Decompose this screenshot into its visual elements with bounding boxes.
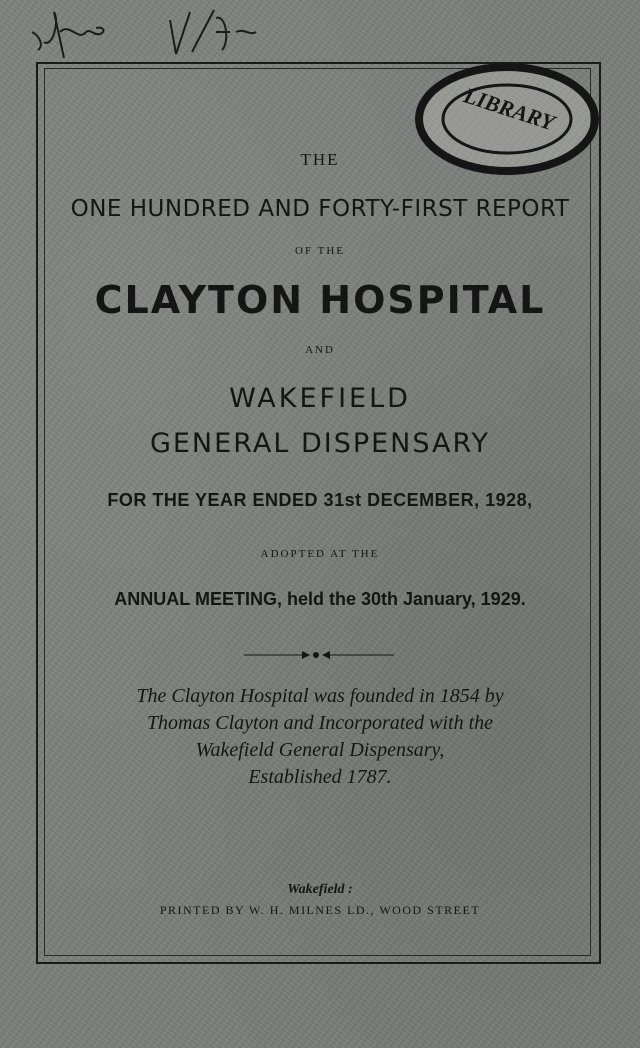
founding-note-line-3: Wakefield General Dispensary, [195,739,445,761]
founding-note-line-1: The Clayton Hospital was founded in 1854 by [136,685,504,707]
imprint-place: Wakefield : [287,882,353,897]
founding-note [0,683,640,791]
title-the: THE [300,150,340,169]
founding-note-line-2: Thomas Clayton and Incorporated with the [146,712,494,734]
report-ordinal-heading: ONE HUNDRED AND FORTY-FIRST REPORT [70,196,570,222]
printer-imprint: PRINTED BY W. H. MILNES LD., WOOD STREET [159,903,481,917]
dispensary-title: GENERAL DISPENSARY [149,428,491,459]
wakefield-title: WAKEFIELD [229,383,411,414]
ornamental-rule [244,648,394,662]
annual-meeting-line: ANNUAL MEETING, held the 30th January, 1929. [114,589,526,609]
founding-note-line-4: Established 1787. [248,766,392,788]
adopted-at-line: ADOPTED AT THE [260,548,380,560]
year-ended-line: FOR THE YEAR ENDED 31st DECEMBER, 1928, [107,490,533,510]
handwritten-note [30,2,330,62]
title-of-the: OF THE [295,245,345,257]
hospital-title: CLAYTON HOSPITAL [94,278,546,322]
title-and: AND [305,344,335,356]
svg-text:LIBRARY: LIBRARY [460,82,558,136]
